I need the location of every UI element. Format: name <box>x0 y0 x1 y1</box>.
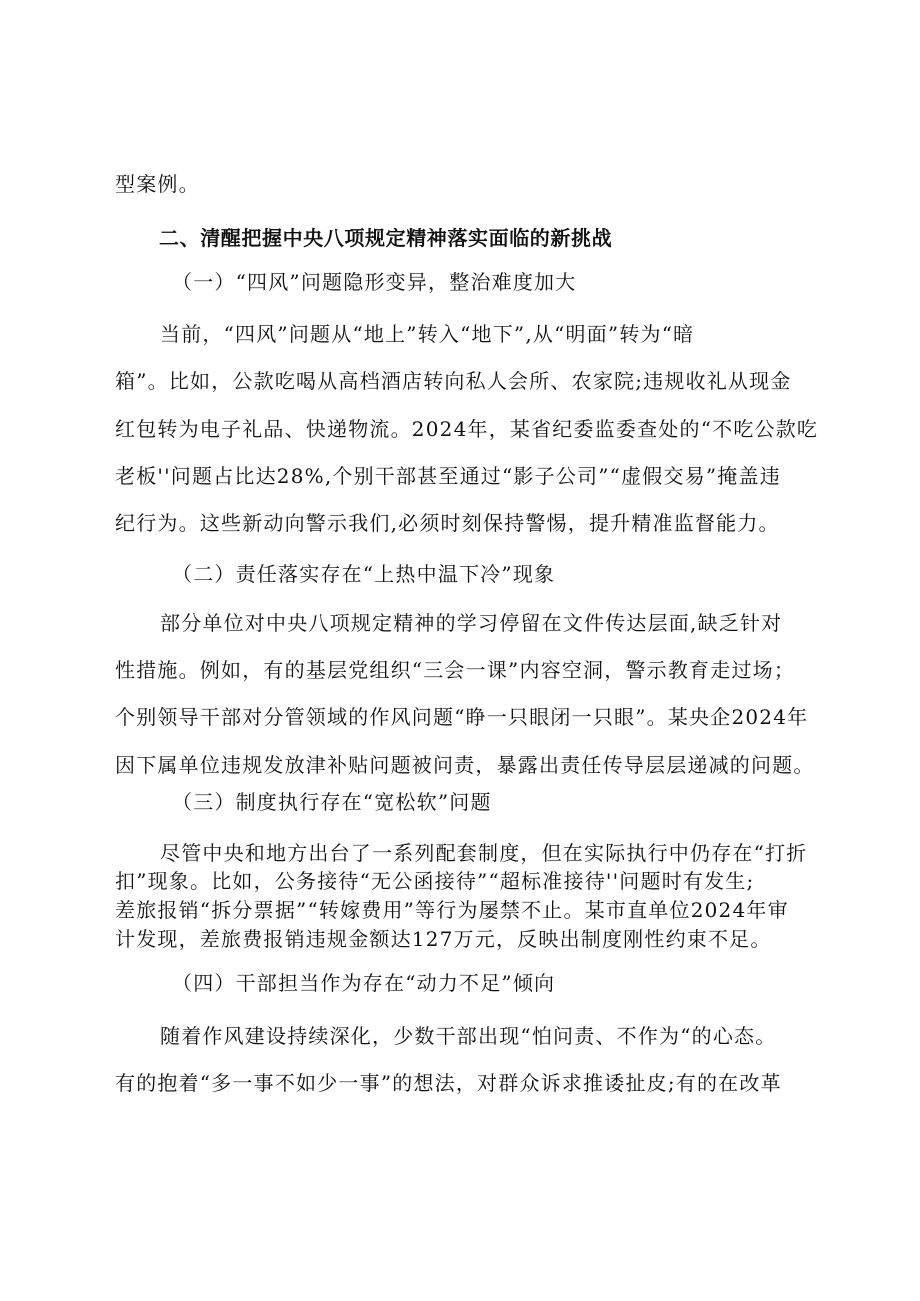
paragraph-line: 随着作风建设持续深化，少数干部出现“怕问责、不作为“的心态。 <box>160 1024 777 1048</box>
paragraph-line: 老板''问题占比达28%,个别干部甚至通过“影子公司”“虚假交易”掩盖违 <box>115 464 781 488</box>
paragraph-line: 部分单位对中央八项规定精神的学习停留在文件传达层面,缺乏针对 <box>160 611 783 635</box>
paragraph-line: 扣”现象。比如，公务接待“无公函接待”“超标准接待''问题时有发生; <box>115 869 755 893</box>
paragraph-line: 当前，“四风”问题从“地上”转入“地下”,从“明面”转为“暗 <box>160 322 695 346</box>
subsection-heading: （二）责任落实存在“上热中温下冷”现象 <box>172 562 556 586</box>
paragraph-line: 差旅报销“拆分票据”“转嫁费用”等行为屡禁不止。某市直单位2024年审 <box>115 898 789 922</box>
paragraph-line: 尽管中央和地方出台了一系列配套制度，但在实际执行中仍存在“打折 <box>160 841 808 865</box>
paragraph-line: 有的抱着“多一事不如少一事”的想法，对群众诉求推诿扯皮;有的在改革 <box>115 1071 782 1095</box>
section-heading: 二、清醒把握中央八项规定精神落实面临的新挑战 <box>159 226 613 250</box>
paragraph-line: 箱”。比如，公款吃喝从高档酒店转向私人会所、农家院;违规收礼从现金 <box>115 369 792 393</box>
paragraph-line: 红包转为电子礼品、快递物流。2024年，某省纪委监委查处的“不吃公款吃 <box>115 417 819 441</box>
paragraph-line: 纪行为。这些新动向警示我们,必须时刻保持警惕，提升精准监督能力。 <box>115 511 780 535</box>
paragraph-line: 型案例。 <box>115 172 200 196</box>
subsection-heading: （四）干部担当作为存在“动力不足”倾向 <box>172 971 556 995</box>
paragraph-line: 性措施。例如，有的基层党组织“三会一课”内容空洞，警示教育走过场； <box>115 658 796 682</box>
paragraph-line: 计发现，差旅费报销违规金额达127万元，反映出制度刚性约束不足。 <box>115 927 772 951</box>
subsection-heading: （一）“四风”问题隐形变异，整治难度加大 <box>172 270 577 294</box>
paragraph-line: 因下属单位违规发放津补贴问题被问责，暴露出责任传导层层递减的问题。 <box>115 753 815 777</box>
subsection-heading: （三）制度执行存在“宽松软”问题 <box>172 790 492 814</box>
paragraph-line: 个别领导干部对分管领域的作风问题“睁一只眼闭一只眼”。某央企2024年 <box>115 705 809 729</box>
